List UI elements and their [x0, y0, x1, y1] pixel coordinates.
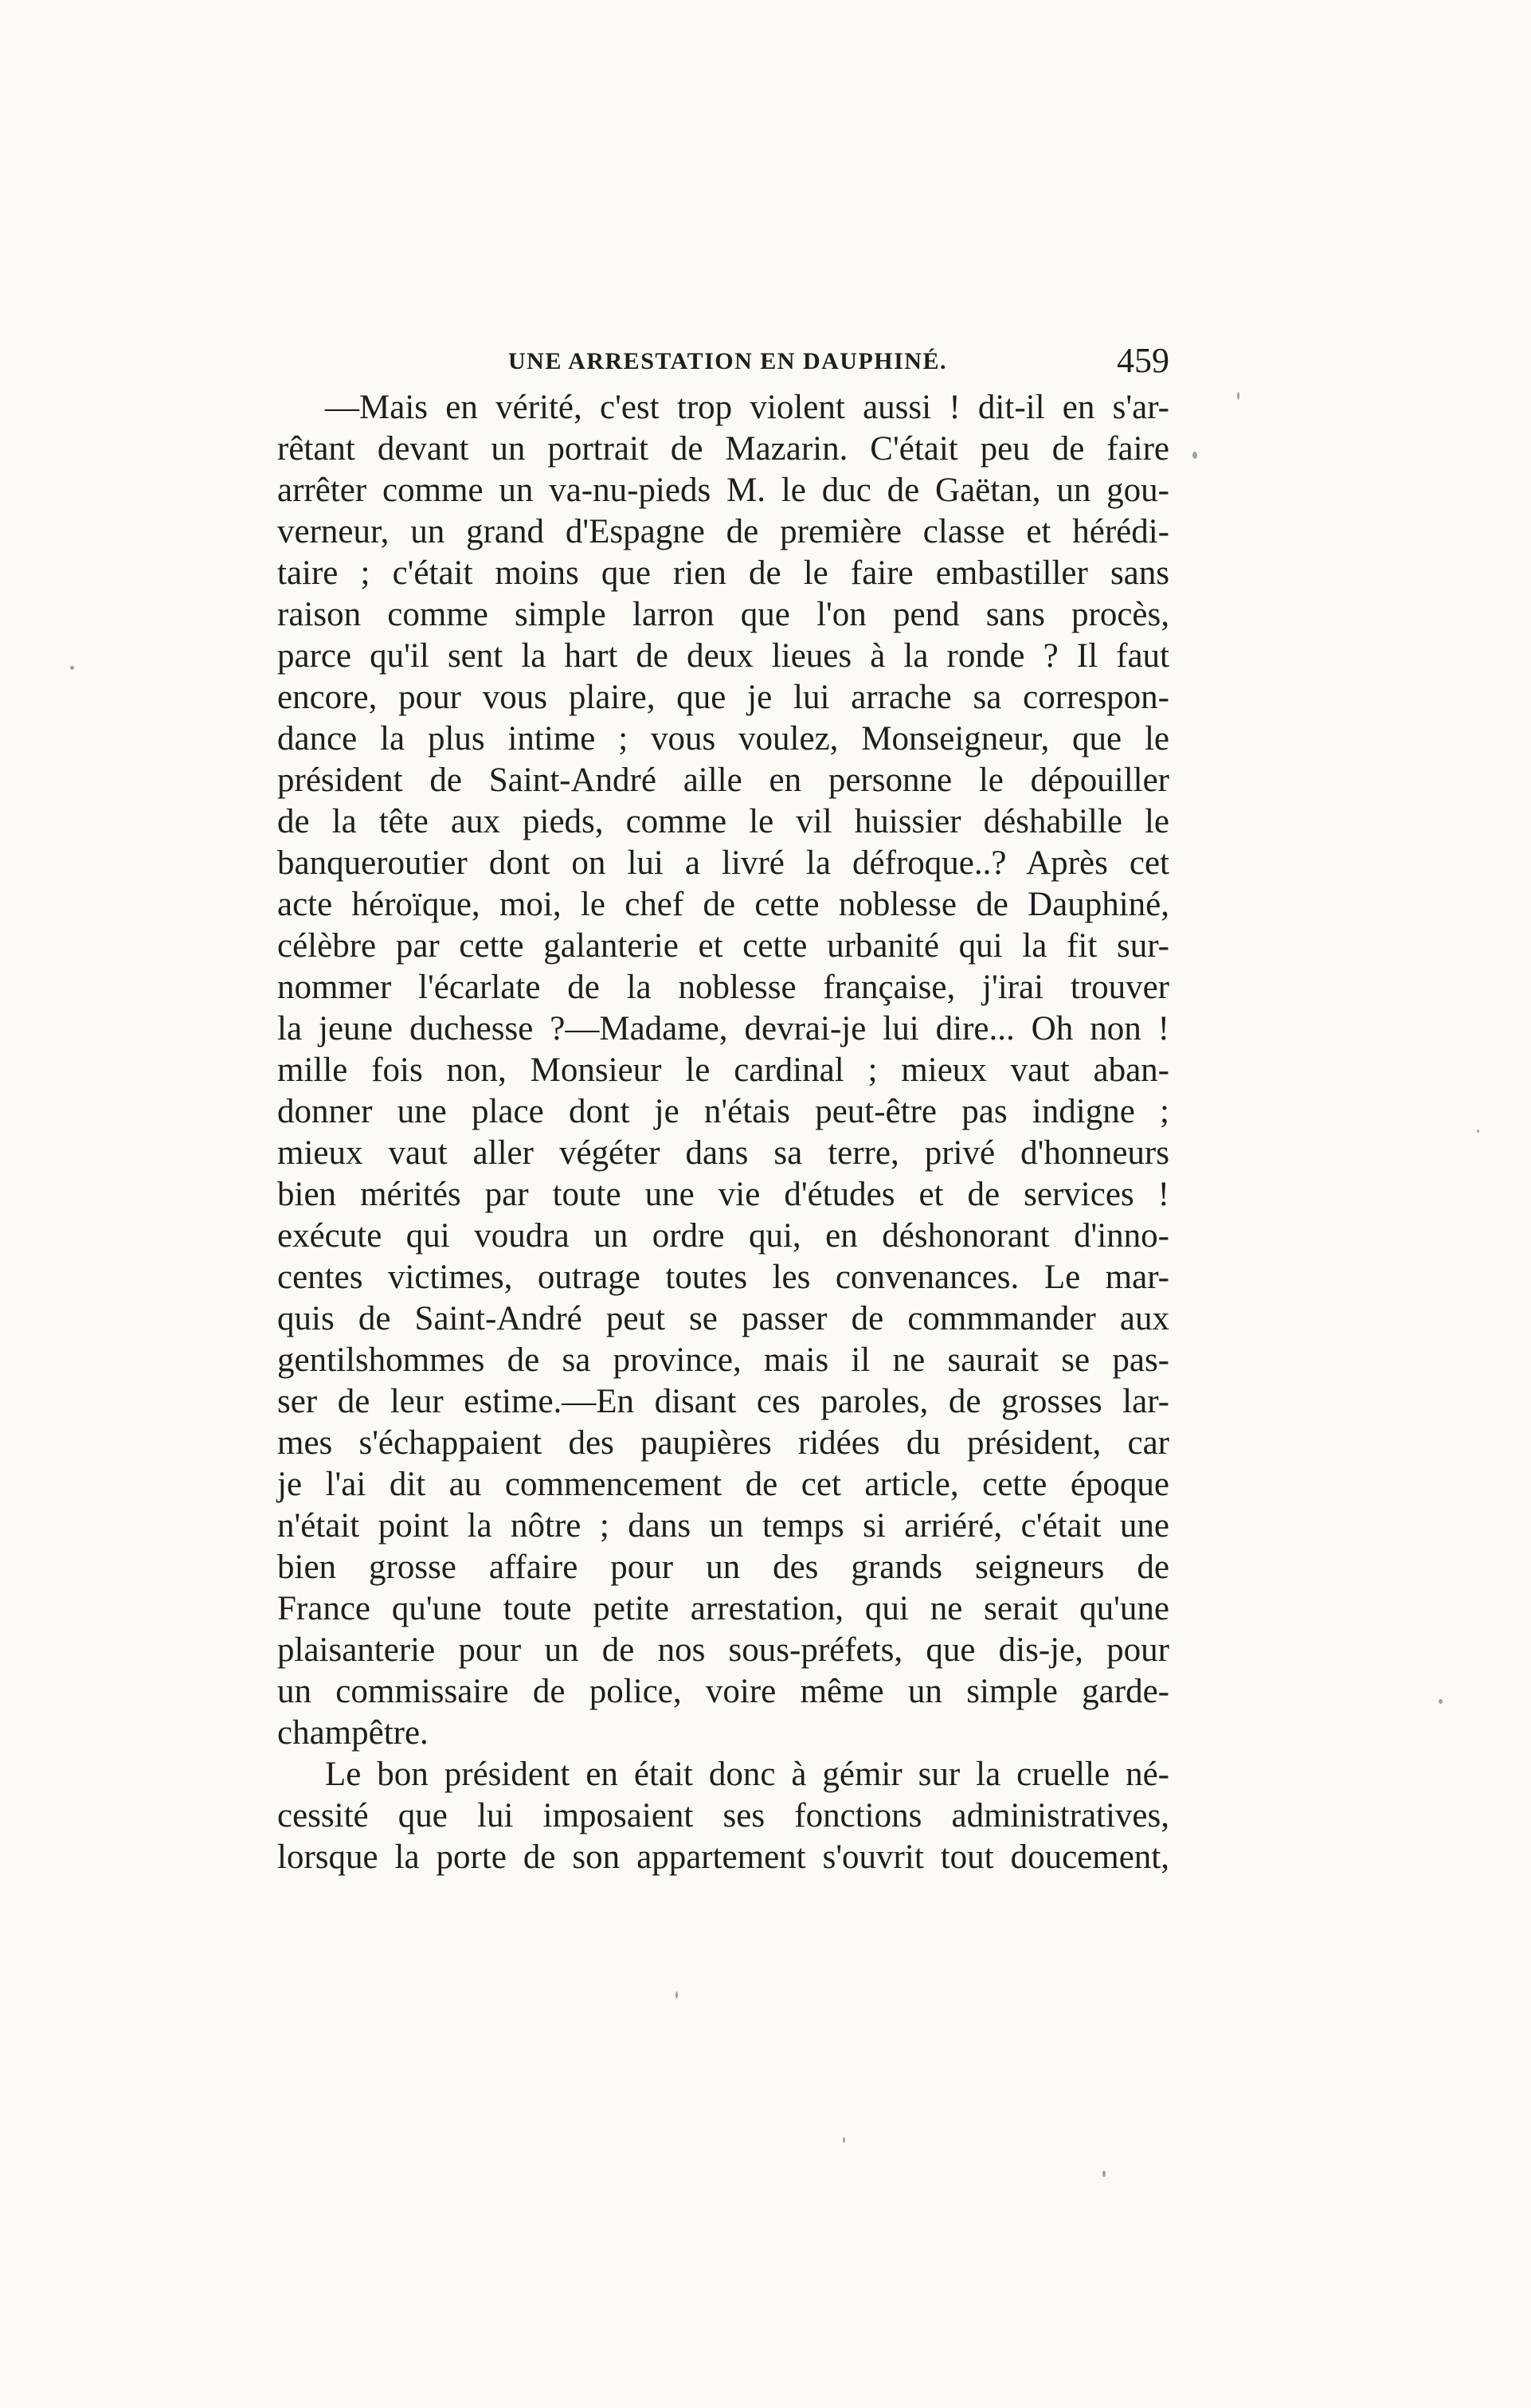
text-line: encore, pour vous plaire, que je lui arrache sa correspon- — [277, 679, 1169, 716]
text-line: verneur, un grand d'Espagne de première classe et hérédi- — [277, 513, 1169, 550]
text-line: bien mérités par toute une vie d'études et de services ! — [277, 1176, 1169, 1213]
text-line: mes s'échappaient des paupières ridées du président, car — [277, 1424, 1169, 1462]
text-line: parce qu'il sent la hart de deux lieues à la ronde ? Il faut — [277, 637, 1169, 675]
scan-speck — [70, 666, 74, 670]
scan-speck — [1102, 2171, 1106, 2177]
text-line: centes victimes, outrage toutes les convenances. Le mar- — [277, 1259, 1169, 1296]
text-line: plaisanterie pour un de nos sous-préfets, que dis-je, pour — [277, 1631, 1169, 1669]
text-line: président de Saint-André aille en personne le dépouiller — [277, 762, 1169, 799]
text-line: banqueroutier dont on lui a livré la défroque..? Après cet — [277, 844, 1169, 882]
running-title: UNE ARRESTATION EN DAUPHINÉ. — [508, 348, 947, 374]
text-line: la jeune duchesse ?—Madame, devrai-je lui dire... Oh non ! — [277, 1010, 1169, 1047]
scan-speck — [1439, 1699, 1443, 1704]
text-line: exécute qui voudra un ordre qui, en déshonorant d'inno- — [277, 1217, 1169, 1255]
page-number: 459 — [1117, 341, 1169, 380]
text-line: arrêter comme un va-nu-pieds M. le duc de Gaëtan, un gou- — [277, 472, 1169, 509]
text-line: nommer l'écarlate de la noblesse française, j'irai trouver — [277, 969, 1169, 1006]
text-line: lorsque la porte de son appartement s'ouvrit tout doucement, — [277, 1838, 1169, 1876]
text-line: France qu'une toute petite arrestation, qui ne serait qu'une — [277, 1590, 1169, 1627]
text-line: gentilshommes de sa province, mais il ne saurait se pas- — [277, 1341, 1169, 1379]
scan-speck — [1477, 1130, 1479, 1133]
text-line: acte héroïque, moi, le chef de cette noblesse de Dauphiné, — [277, 886, 1169, 923]
text-line: Le bon président en était donc à gémir sur la cruelle né- — [325, 1756, 1169, 1793]
text-line: champêtre. — [277, 1714, 429, 1752]
text-line: un commissaire de police, voire même un simple garde- — [277, 1673, 1169, 1710]
text-line: cessité que lui imposaient ses fonctions administratives, — [277, 1797, 1169, 1834]
text-line: n'était point la nôtre ; dans un temps si arriéré, c'était une — [277, 1507, 1169, 1545]
scan-speck — [675, 1991, 678, 1999]
text-line: mieux vaut aller végéter dans sa terre, privé d'honneurs — [277, 1134, 1169, 1172]
text-line: raison comme simple larron que l'on pend sans procès, — [277, 596, 1169, 633]
body-text — [277, 387, 1169, 1878]
text-line: donner une place dont je n'étais peut-être pas indigne ; — [277, 1093, 1169, 1130]
scan-speck — [1237, 392, 1239, 400]
text-line: bien grosse affaire pour un des grands seigneurs de — [277, 1549, 1169, 1586]
scan-speck — [1192, 452, 1197, 459]
text-line: mille fois non, Monsieur le cardinal ; mieux vaut aban- — [277, 1051, 1169, 1089]
scan-speck — [843, 2137, 845, 2143]
text-line: taire ; c'était moins que rien de le faire embastiller sans — [277, 554, 1169, 592]
running-header — [277, 339, 1169, 386]
text-line: quis de Saint-André peut se passer de commmander aux — [277, 1300, 1169, 1337]
text-line: dance la plus intime ; vous voulez, Monseigneur, que le — [277, 720, 1169, 758]
text-line: je l'ai dit au commencement de cet article, cette époque — [277, 1466, 1169, 1503]
text-line: célèbre par cette galanterie et cette urbanité qui la fit sur- — [277, 927, 1169, 965]
text-line: —Mais en vérité, c'est trop violent aussi ! dit-il en s'ar- — [325, 389, 1169, 426]
text-line: de la tête aux pieds, comme le vil huissier déshabille le — [277, 803, 1169, 840]
text-line: rêtant devant un portrait de Mazarin. C'était peu de faire — [277, 430, 1169, 468]
text-line: ser de leur estime.—En disant ces paroles, de grosses lar- — [277, 1383, 1169, 1420]
